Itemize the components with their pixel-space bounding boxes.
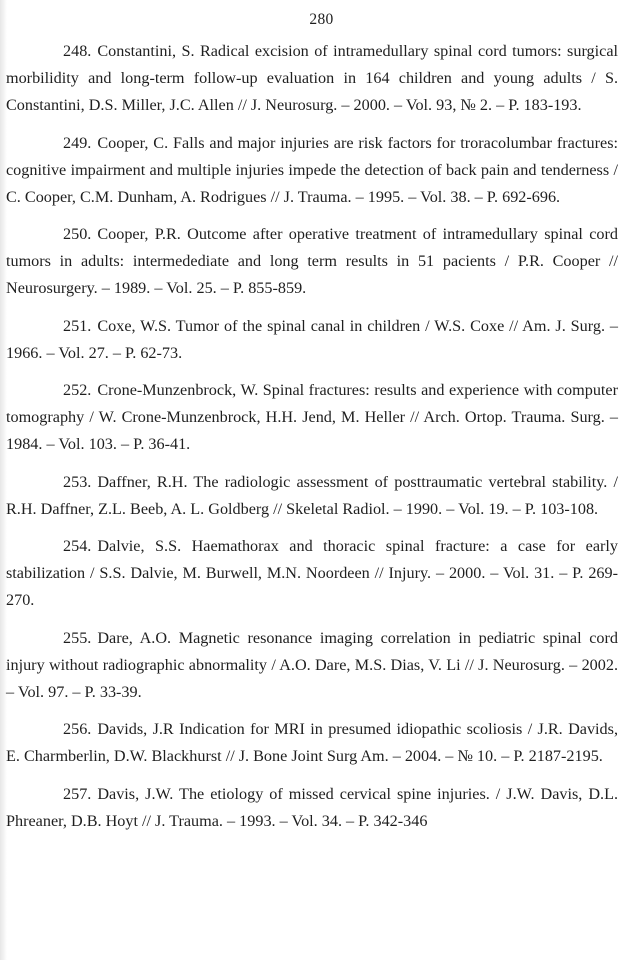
reference-entry: [6, 221, 618, 302]
reference-entry: [6, 130, 618, 211]
reference-entry: [6, 377, 618, 458]
reference-entry: [6, 716, 618, 770]
reference-number: 254.: [63, 537, 92, 555]
reference-text: Cooper, C. Falls and major injuries are risk factors for troracolumbar fractures: cognitive impairment and multiple injuries impede the detection of back pain and tenderness / C. Cooper, C.M. Dunham, A. Rodrigues // J. Trauma. – 1995. – Vol. 38. – P. 692-696.: [6, 133, 618, 206]
reference-text: Crone-Munzenbrock, W. Spinal fractures: results and experience with computer tomography / W. Crone-Munzenbrock, H.H. Jend, M. Heller // Arch. Ortop. Trauma. Surg. – 1984. – Vol. 103. – P. 36-41.: [6, 381, 618, 453]
reference-list: [6, 38, 618, 845]
reference-number: 249.: [63, 133, 92, 152]
reference-text: Daffner, R.H. The radiologic assessment of posttraumatic vertebral stability. / R.H. Daffner, Z.L. Beeb, A. L. Goldberg // Skeletal Radiol. – 1990. – Vol. 19. – P. 103-108.: [6, 472, 618, 518]
reference-entry: [6, 781, 618, 835]
reference-number: 252.: [63, 381, 92, 399]
reference-text: Davis, J.W. The etiology of missed cervical spine injuries. / J.W. Davis, D.L. Phreaner, D.B. Hoyt // J. Trauma. – 1993. – Vol. 34. – P. 342-346: [6, 784, 618, 830]
reference-entry: [6, 313, 618, 367]
reference-number: 253.: [63, 472, 92, 491]
reference-entry: [6, 625, 618, 706]
reference-text: Dalvie, S.S. Haemathorax and thoracic spinal fracture: a case for early stabilization / S.S. Dalvie, M. Burwell, M.N. Noordeen // Injury. – 2000. – Vol. 31. – P. 269-270.: [6, 537, 618, 609]
page-number: 280: [309, 11, 334, 28]
reference-text: Coxe, W.S. Tumor of the spinal canal in children / W.S. Coxe // Am. J. Surg. – 1966. – Vol. 27. – P. 62-73.: [6, 316, 618, 362]
reference-entry: [6, 533, 618, 614]
reference-number: 248.: [63, 42, 92, 60]
reference-text: Dare, A.O. Magnetic resonance imaging correlation in pediatric spinal cord injury without radiographic abnormality / A.O. Dare, M.S. Dias, V. Li // J. Neurosurg. – 2002. – Vol. 97. – P. 33-39.: [6, 628, 618, 701]
reference-text: Davids, J.R Indication for MRI in presumed idiopathic scoliosis / J.R. Davids, E. Charmberlin, D.W. Blackhurst // J. Bone Joint Surg Am. – 2004. – № 10. – P. 2187-2195.: [6, 720, 618, 765]
reference-number: 251.: [63, 316, 92, 335]
reference-number: 250.: [63, 225, 92, 243]
reference-number: 256.: [63, 720, 92, 738]
reference-text: Constantini, S. Radical excision of intramedullary spinal cord tumors: surgical morbilidity and long-term follow-up evaluation in 164 children and young adults / S. Constantini, D.S. Miller, J.C. Allen // J. Neurosurg. – 2000. – Vol. 93, № 2. – P. 183-193.: [6, 42, 618, 114]
reference-entry: [6, 469, 618, 523]
reference-text: Cooper, P.R. Outcome after operative treatment of intramedullary spinal cord tumors in adults: intermedediate and long term results in 51 pacients / P.R. Cooper // Neurosurgery. – 1989. – Vol. 25. – P. 855-859.: [6, 225, 618, 297]
reference-number: 255.: [63, 628, 92, 647]
reference-entry: [6, 38, 618, 119]
reference-number: 257.: [63, 784, 92, 803]
